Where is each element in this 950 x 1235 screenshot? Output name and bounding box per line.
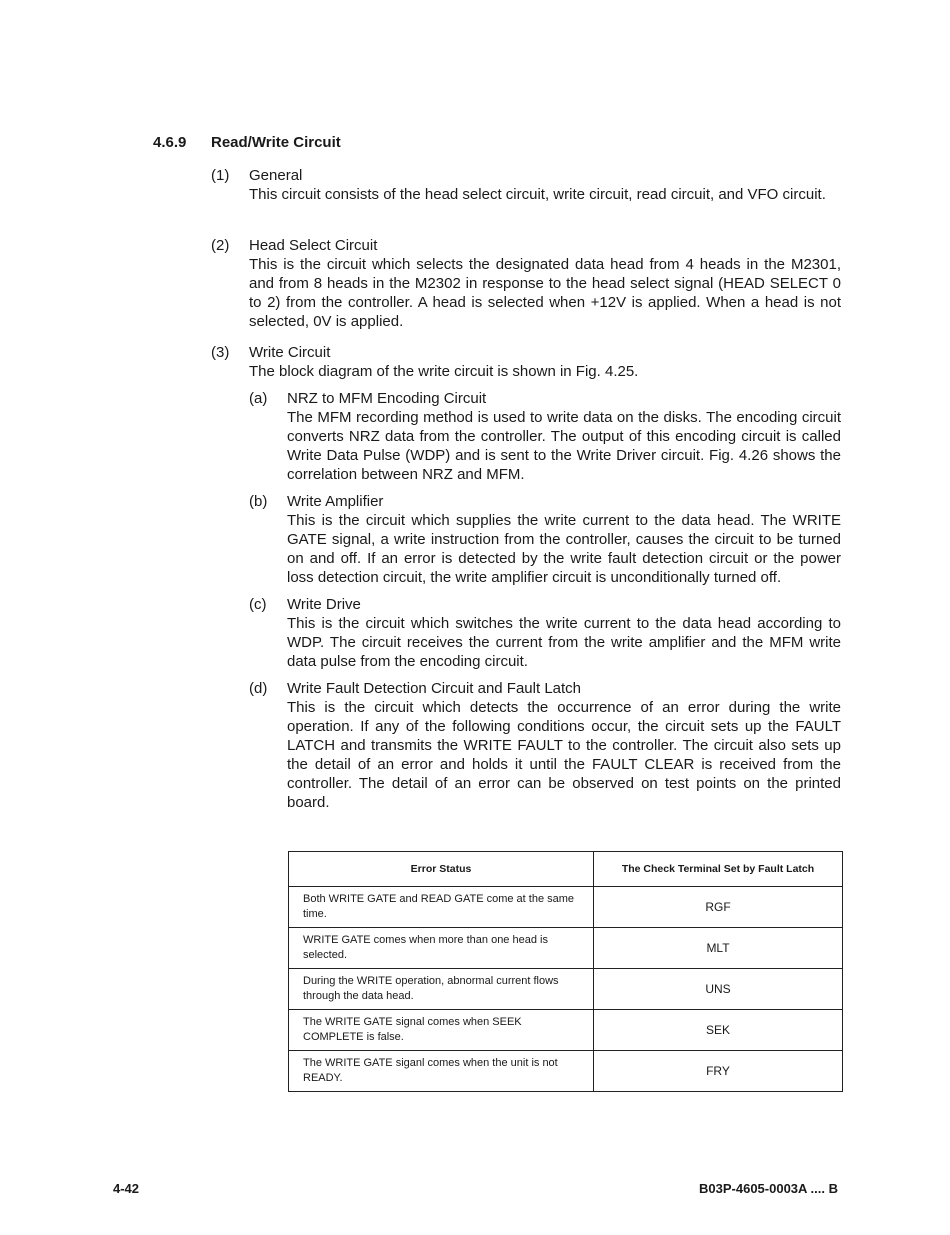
document-id: B03P-4605-0003A .... B bbox=[699, 1181, 838, 1196]
subitem-body: This is the circuit which switches the write current to the data head according to WDP. The circuit receives the current from the write amplifier and the MFM write data pulse from the encoding circuit. bbox=[287, 615, 841, 670]
subitem-heading: NRZ to MFM Encoding Circuit bbox=[287, 390, 487, 407]
item-title bbox=[211, 343, 841, 362]
table-row bbox=[289, 1051, 843, 1092]
subitem-label: (a) bbox=[249, 390, 268, 407]
item-heading: Write Circuit bbox=[249, 344, 331, 361]
error-status-cell: The WRITE GATE signal comes when SEEK COMPLETE is false. bbox=[289, 1010, 594, 1051]
subitem-title bbox=[249, 679, 841, 698]
item-head-select bbox=[211, 236, 841, 331]
subitem-write-fault bbox=[211, 679, 841, 812]
page-number: 4-42 bbox=[113, 1181, 140, 1196]
terminal-cell: RGF bbox=[594, 887, 843, 928]
error-status-cell: Both WRITE GATE and READ GATE come at the same time. bbox=[289, 887, 594, 928]
subitem-title bbox=[249, 595, 841, 614]
subitem-encoding bbox=[211, 389, 841, 484]
table-row bbox=[289, 887, 843, 928]
terminal-cell: SEK bbox=[594, 1010, 843, 1051]
item-general bbox=[211, 166, 841, 204]
table-row bbox=[289, 928, 843, 969]
item-body: This circuit consists of the head select circuit, write circuit, read circuit, and VFO circuit. bbox=[249, 186, 826, 203]
subitem-body: This is the circuit which supplies the write current to the data head. The WRITE GATE signal, a write instruction from the controller, causes the circuit to be turned on and off. If an error is detected by the write fault detection circuit or the power loss detection circuit, the write amplifier circuit is unconditionally turned off. bbox=[287, 512, 841, 586]
error-status-cell: During the WRITE operation, abnormal current flows through the data head. bbox=[289, 969, 594, 1010]
subitem-label: (d) bbox=[249, 680, 268, 697]
subitem-title bbox=[249, 492, 841, 511]
item-heading: General bbox=[249, 167, 303, 184]
subitem-write-drive bbox=[211, 595, 841, 671]
section-title: Read/Write Circuit bbox=[211, 134, 341, 151]
item-write-circuit bbox=[211, 343, 841, 812]
header-check-terminal: The Check Terminal Set by Fault Latch bbox=[594, 852, 843, 887]
item-body: This is the circuit which selects the designated data head from 4 heads in the M2301, and from 8 heads in the M2302 in response to the head select signal (HEAD SELECT 0 to 2) from the controller. A head is selected when +12V is applied. When a head is not selected, 0V is applied. bbox=[249, 256, 841, 330]
error-status-table bbox=[288, 851, 843, 1092]
subitem-heading: Write Fault Detection Circuit and Fault Latch bbox=[287, 680, 582, 697]
header-error-status: Error Status bbox=[289, 852, 594, 887]
subitem-title bbox=[249, 389, 841, 408]
item-title bbox=[211, 166, 841, 185]
item-label: (3) bbox=[211, 344, 230, 361]
subitem-write-amplifier bbox=[211, 492, 841, 587]
section-heading bbox=[153, 134, 341, 151]
subitem-label: (b) bbox=[249, 493, 268, 510]
error-status-cell: The WRITE GATE siganl comes when the unit is not READY. bbox=[289, 1051, 594, 1092]
item-title bbox=[211, 236, 841, 255]
terminal-cell: UNS bbox=[594, 969, 843, 1010]
subitem-label: (c) bbox=[249, 596, 267, 613]
table-row bbox=[289, 1010, 843, 1051]
item-heading: Head Select Circuit bbox=[249, 237, 378, 254]
subitem-heading: Write Drive bbox=[287, 596, 361, 613]
subitem-heading: Write Amplifier bbox=[287, 493, 384, 510]
table-header-row bbox=[289, 852, 843, 887]
subitem-body: This is the circuit which detects the occurrence of an error during the write operation. If any of the following conditions occur, the circuit sets up the FAULT LATCH and transmits the WRITE FAULT to the controller. The circuit also sets up the detail of an error and holds it until the FAULT CLEAR is received from the controller. The detail of an error can be observed on test points on the printed board. bbox=[287, 699, 841, 811]
table-row bbox=[289, 969, 843, 1010]
subitem-body: The MFM recording method is used to write data on the disks. The encoding circuit converts NRZ data from the controller. The output of this encoding circuit is called Write Data Pulse (WDP) and is sent to the Write Driver circuit. Fig. 4.26 shows the correlation between NRZ and MFM. bbox=[287, 409, 841, 483]
terminal-cell: MLT bbox=[594, 928, 843, 969]
terminal-cell: FRY bbox=[594, 1051, 843, 1092]
item-label: (2) bbox=[211, 237, 230, 254]
item-label: (1) bbox=[211, 167, 230, 184]
item-body: The block diagram of the write circuit is shown in Fig. 4.25. bbox=[249, 363, 639, 380]
error-status-cell: WRITE GATE comes when more than one head is selected. bbox=[289, 928, 594, 969]
section-number: 4.6.9 bbox=[153, 134, 187, 151]
